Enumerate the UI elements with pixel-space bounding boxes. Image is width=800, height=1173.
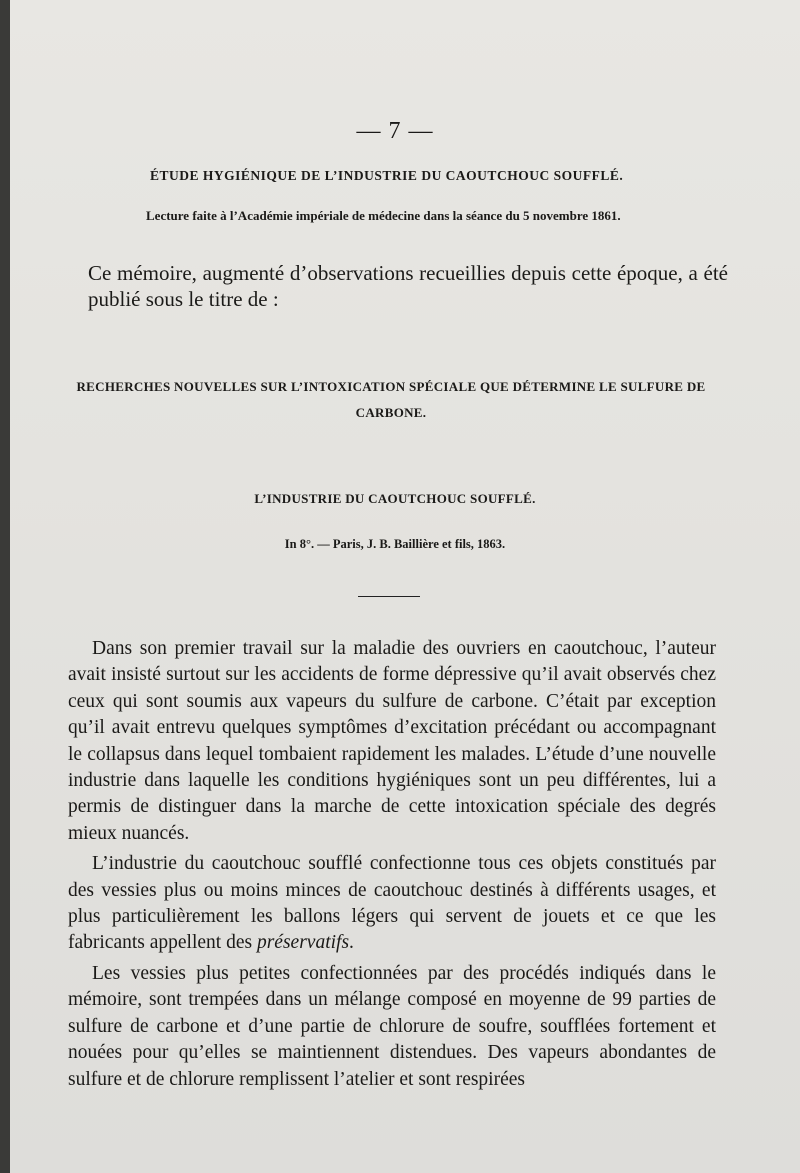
paragraph-1: Dans son premier travail sur la maladie des ouvriers en caoutchouc, l’auteur avait insisté surtout sur les accidents de forme dépressive qu’il avait observés chez ceux qui sont soumis aux vapeurs du sulfure de carbone. C’était par exception qu’il avait entrevu quelques symptômes d’excitation précédant ou accompagnant le collapsus dans lequel tombaient rapidement les malades. L’étude d’une nouvelle industrie dans laquelle les conditions hygiéniques sont un peu différentes, lui a permis de distinguer dans la marche de cette intoxication spéciale des degrés mieux nuancés. — [68, 638, 716, 844]
section-divider — [358, 596, 420, 597]
paragraph-2-text: L’industrie du caoutchouc soufflé confectionne tous ces objets constitués par des vessies plus ou moins minces de caoutchouc destinés à différents usages, et plus particulièrement les ballons légers qui servent de jouets et ce que les fabricants appellent des — [68, 853, 716, 954]
paragraph-3: Les vessies plus petites confectionnées par des procédés indiqués dans le mémoire, sont trempées dans un mélange composé en moyenne de 99 parties de sulfure de carbone et d’une partie de chlorure de soufre, soufflées fortement et nouées pour qu’elles se maintiennent distendues. Des vapeurs abondantes de sulfure et de chlorure remplissent l’atelier et sont respirées — [68, 962, 716, 1090]
intro-paragraph: Ce mémoire, augmenté d’observations recueillies depuis cette époque, a été publié sous le titre de : — [88, 261, 728, 311]
paragraph-2 — [68, 851, 716, 957]
document-page — [10, 0, 800, 1173]
main-title: ÉTUDE HYGIÉNIQUE DE L’INDUSTRIE DU CAOUTCHOUC SOUFFLÉ. — [150, 168, 624, 183]
subtitle: Lecture faite à l’Académie impériale de médecine dans la séance du 5 novembre 1861. — [146, 208, 621, 223]
italic-term: préservatifs — [256, 932, 350, 954]
body-text — [68, 636, 716, 1093]
publication-info: In 8°. — Paris, J. B. Baillière et fils, 1863. — [284, 537, 506, 551]
paragraph-2-end: . — [349, 932, 354, 954]
page-number: — 7 — — [356, 118, 434, 144]
publication-title: RECHERCHES NOUVELLES SUR L’INTOXICATION SPÉCIALE QUE DÉTERMINE LE SULFURE DE CARBONE. — [76, 379, 706, 420]
publication-subtitle: L’INDUSTRIE DU CAOUTCHOUC SOUFFLÉ. — [254, 491, 536, 506]
